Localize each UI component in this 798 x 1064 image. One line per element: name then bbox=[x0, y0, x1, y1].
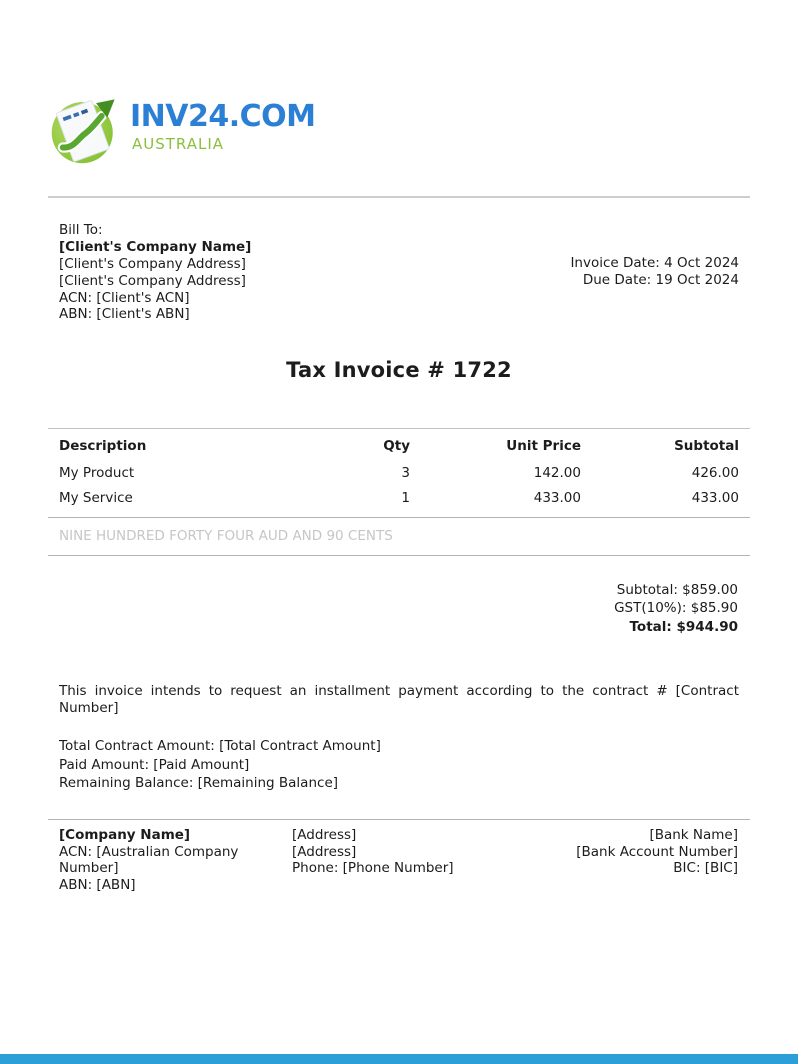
client-acn: ACN: [Client's ACN] bbox=[59, 289, 190, 306]
item-qty: 3 bbox=[401, 465, 410, 482]
client-company-name: [Client's Company Name] bbox=[59, 238, 252, 255]
paid-amount: Paid Amount: [Paid Amount] bbox=[59, 756, 250, 773]
item-unit-price: 433.00 bbox=[533, 490, 581, 507]
due-date: Due Date: 19 Oct 2024 bbox=[582, 271, 739, 288]
company-footer bbox=[48, 819, 750, 895]
address-section bbox=[48, 222, 750, 323]
header-divider bbox=[48, 196, 750, 198]
client-address-line2: [Client's Company Address] bbox=[59, 272, 246, 289]
items-table bbox=[48, 428, 750, 518]
company-abn: ABN: [ABN] bbox=[59, 877, 136, 894]
items-header-row bbox=[48, 428, 750, 461]
bill-to-block bbox=[48, 222, 262, 323]
item-description: My Product bbox=[59, 465, 135, 482]
totals-block bbox=[48, 581, 750, 636]
subtotal-line: Subtotal: $859.00 bbox=[616, 582, 738, 598]
bank-name: [Bank Name] bbox=[649, 826, 738, 843]
item-subtotal: 433.00 bbox=[691, 490, 739, 507]
installment-note: This invoice intends to request an installment payment according to the contract # [Contract Number] bbox=[59, 683, 739, 717]
footer-bank-col bbox=[540, 827, 750, 895]
company-address-line2: [Address] bbox=[292, 843, 357, 860]
brand-name: INV24.COM bbox=[130, 99, 316, 134]
contract-block bbox=[48, 737, 750, 792]
col-subtotal: Subtotal bbox=[592, 428, 750, 461]
col-description: Description bbox=[48, 428, 298, 461]
company-address-line1: [Address] bbox=[292, 826, 357, 843]
item-qty: 1 bbox=[401, 490, 410, 507]
bank-bic: BIC: [BIC] bbox=[673, 860, 738, 877]
footer-contact-col bbox=[281, 827, 540, 895]
client-abn: ABN: [Client's ABN] bbox=[59, 306, 190, 323]
col-unit-price: Unit Price bbox=[421, 428, 592, 461]
item-subtotal: 426.00 bbox=[691, 465, 739, 482]
table-row bbox=[48, 461, 750, 486]
total-line: Total: $944.90 bbox=[629, 618, 738, 635]
accent-bar bbox=[0, 1054, 798, 1064]
company-phone: Phone: [Phone Number] bbox=[292, 860, 454, 877]
col-qty: Qty bbox=[298, 428, 421, 461]
invoice-date: Invoice Date: 4 Oct 2024 bbox=[570, 255, 739, 271]
remaining-balance: Remaining Balance: [Remaining Balance] bbox=[59, 775, 339, 792]
bank-account-number: [Bank Account Number] bbox=[576, 843, 738, 860]
footer-company-col bbox=[48, 827, 281, 895]
item-unit-price: 142.00 bbox=[533, 465, 581, 482]
item-description: My Service bbox=[59, 490, 133, 507]
logo bbox=[48, 90, 750, 168]
client-address-line1: [Client's Company Address] bbox=[59, 255, 246, 272]
company-acn: ACN: [Australian Company Number] bbox=[59, 843, 239, 877]
gst-line: GST(10%): $85.90 bbox=[614, 600, 738, 617]
dates-block bbox=[559, 255, 750, 323]
amount-in-words: NINE HUNDRED FORTY FOUR AUD AND 90 CENTS bbox=[48, 517, 750, 556]
inv24-logo-icon bbox=[48, 90, 122, 173]
company-name: [Company Name] bbox=[59, 826, 191, 843]
table-row bbox=[48, 486, 750, 517]
brand-country: AUSTRALIA bbox=[132, 135, 225, 153]
bill-to-label: Bill To: bbox=[59, 222, 103, 238]
invoice-title: Tax Invoice # 1722 bbox=[286, 358, 512, 383]
total-contract-amount: Total Contract Amount: [Total Contract Amount] bbox=[59, 738, 381, 755]
